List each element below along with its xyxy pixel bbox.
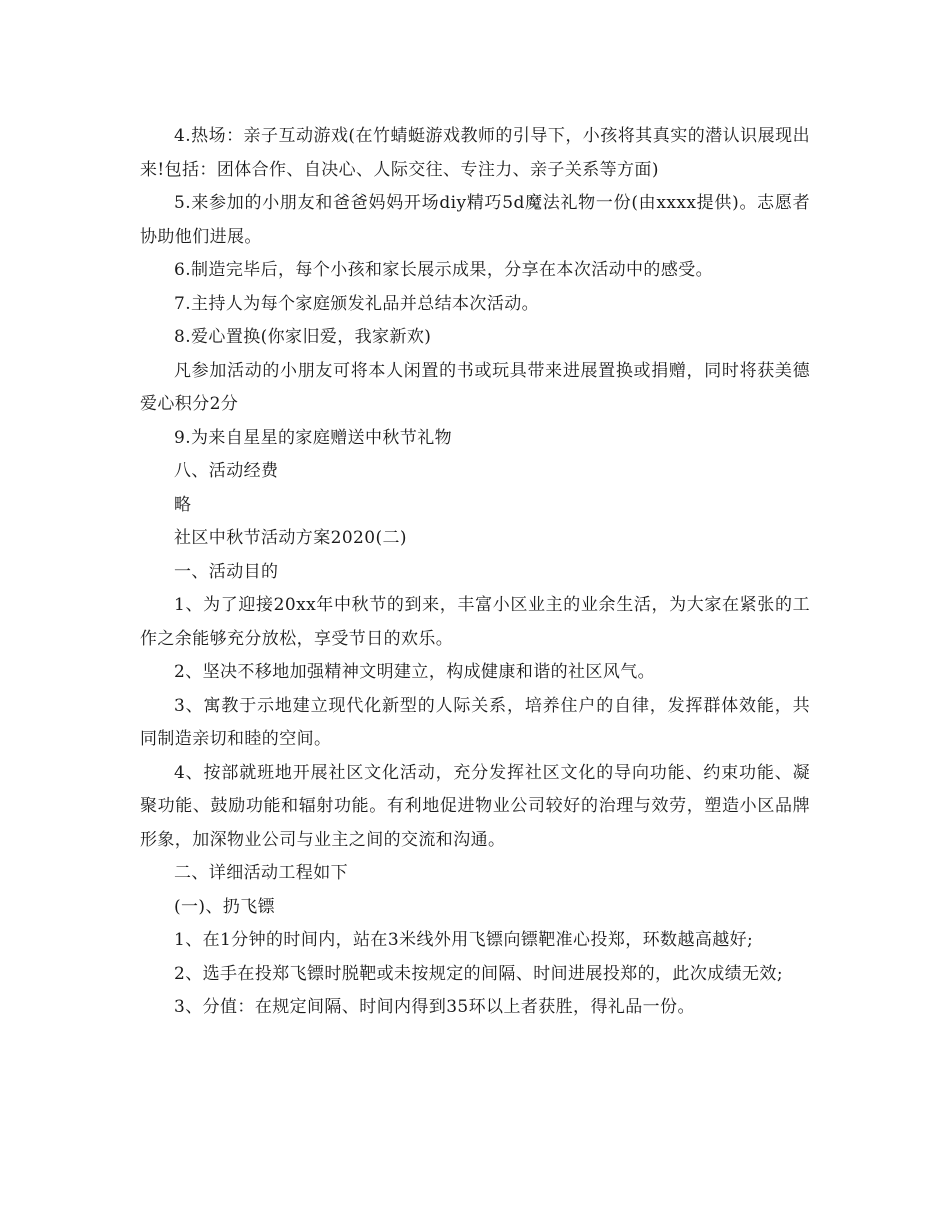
paragraph: 3、分值：在规定间隔、时间内得到35环以上者获胜，得礼品一份。 — [174, 997, 695, 1017]
paragraph: 凡参加活动的小朋友可将本人闲置的书或玩具带来进展置换或捐赠，同时将获美德爱心积分2分 — [140, 360, 810, 414]
paragraph: 4、按部就班地开展社区文化活动，充分发挥社区文化的导向功能、约束功能、凝聚功能、鼓励功能和辐射功能。有利地促进物业公司较好的治理与效劳，塑造小区品牌形象，加深物业公司与业主之间的交流和沟通。 — [140, 762, 810, 850]
paragraph: 6.制造完毕后，每个小孩和家长展示成果，分享在本次活动中的感受。 — [174, 260, 714, 280]
document-title: 社区中秋节活动方案2020(二) — [174, 528, 407, 548]
paragraph: 1、为了迎接20xx年中秋节的到来，丰富小区业主的业余生活，为大家在紧张的工作之余能够充分放松，享受节日的欢乐。 — [140, 595, 810, 649]
paragraph: 略 — [174, 494, 192, 515]
paragraph: 8.爱心置换(你家旧爱，我家新欢) — [174, 327, 432, 347]
paragraph: 7.主持人为每个家庭颁发礼品并总结本次活动。 — [174, 293, 540, 314]
paragraph: 3、寓教于示地建立现代化新型的人际关系，培养住户的自律，发挥群体效能，共同制造亲切和睦的空间。 — [140, 695, 810, 749]
paragraph: 9.为来自星星的家庭赠送中秋节礼物 — [174, 427, 453, 448]
section-heading: 八、活动经费 — [174, 461, 279, 481]
document-body — [140, 120, 810, 1025]
paragraph: 2、坚决不移地加强精神文明建立，构成健康和谐的社区风气。 — [174, 662, 656, 682]
paragraph: 4.热场：亲子互动游戏(在竹蜻蜓游戏教师的引导下，小孩将其真实的潜认识展现出来!包括：团体合作、自决心、人际交往、专注力、亲子关系等方面) — [140, 126, 810, 180]
section-heading: 一、活动目的 — [174, 561, 279, 582]
paragraph: 5.来参加的小朋友和爸爸妈妈开场diy精巧5d魔法礼物一份(由xxxx提供)。志愿者协助他们进展。 — [140, 193, 810, 247]
section-heading: 二、详细活动工程如下 — [174, 863, 348, 883]
paragraph: 2、选手在投郑飞镖时脱靶或未按规定的间隔、时间进展投郑的，此次成绩无效; — [174, 963, 783, 984]
subsection-heading: (一)、扔飞镖 — [174, 896, 276, 917]
paragraph: 1、在1分钟的时间内，站在3米线外用飞镖向镖靶准心投郑，环数越高越好; — [174, 930, 754, 950]
